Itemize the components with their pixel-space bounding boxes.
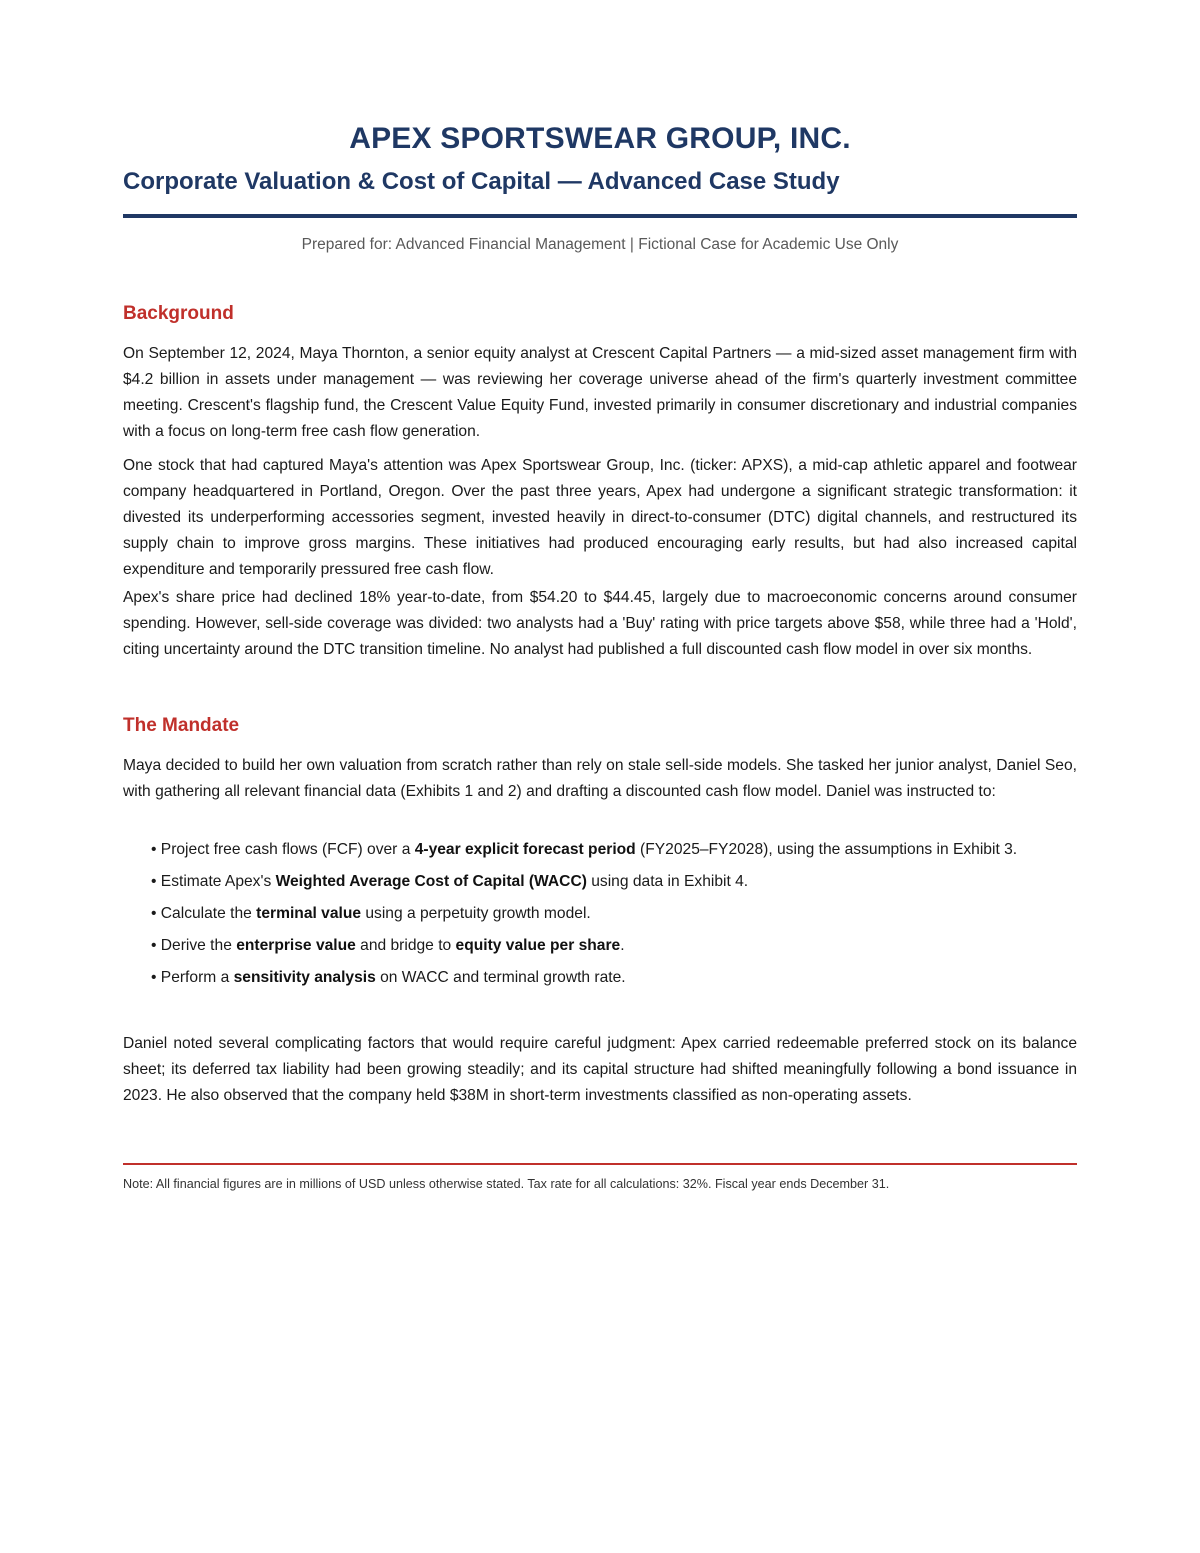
list-item: • Derive the enterprise value and bridge to equity value per share. — [151, 937, 625, 954]
mandate-heading: The Mandate — [123, 715, 240, 736]
document-subtitle: Corporate Valuation & Cost of Capital — Advanced Case Study — [123, 168, 840, 195]
title-divider — [123, 214, 1077, 218]
mandate-intro: Maya decided to build her own valuation from scratch rather than rely on stale sell-side models. She tasked her junior analyst, Daniel Seo, with gathering all relevant financial data (Exhibits 1 and 2) and drafting a discounted cash flow model. Daniel was instructed to: — [123, 757, 1077, 800]
list-item: • Project free cash flows (FCF) over a 4-year explicit forecast period (FY2025–FY2028), using the assumptions in Exhibit 3. — [151, 841, 1018, 858]
list-item: • Estimate Apex's Weighted Average Cost of Capital (WACC) using data in Exhibit 4. — [151, 873, 749, 890]
footer-divider — [123, 1163, 1077, 1165]
background-paragraph-2: One stock that had captured Maya's attention was Apex Sportswear Group, Inc. (ticker: APXS), a mid-cap athletic apparel and footwear company headquartered in Portland, Oregon. Over the past three years, Apex had undergone a significant strategic transformation: it divested its underperforming accessories segment, invested heavily in direct-to-consumer (DTC) digital channels, and restructured its supply chain to improve gross margins. These initiatives had produced encouraging early results, but had also increased capital expenditure and temporarily pressured free cash flow. — [123, 457, 1077, 578]
background-paragraph-3: Apex's share price had declined 18% year-to-date, from $54.20 to $44.45, largely due to macroeconomic concerns around consumer spending. However, sell-side coverage was divided: two analysts had a 'Buy' rating with price targets above $58, while three had a 'Hold', citing uncertainty around the DTC transition timeline. No analyst had published a full discounted cash flow model in over six months. — [123, 589, 1077, 658]
footnote: Note: All financial figures are in millions of USD unless otherwise stated. Tax rate for all calculations: 32%. Fiscal year ends December 31. — [123, 1177, 890, 1191]
background-paragraph-1: On September 12, 2024, Maya Thornton, a senior equity analyst at Crescent Capital Partners — a mid-sized asset management firm with $4.2 billion in assets under management — was reviewing her coverage universe ahead of the firm's quarterly investment committee meeting. Crescent's flagship fund, the Crescent Value Equity Fund, invested primarily in consumer discretionary and industrial companies with a focus on long-term free cash flow generation. — [123, 345, 1077, 440]
background-heading: Background — [123, 303, 234, 324]
list-item: • Calculate the terminal value using a perpetuity growth model. — [151, 905, 591, 922]
list-item: • Perform a sensitivity analysis on WACC and terminal growth rate. — [151, 969, 626, 986]
prepared-for-line: Prepared for: Advanced Financial Management | Fictional Case for Academic Use Only — [301, 236, 899, 253]
mandate-closing-paragraph: Daniel noted several complicating factors that would require careful judgment: Apex carried redeemable preferred stock on its balance sheet; its deferred tax liability had been growing steadily; and its capital structure had shifted meaningfully following a bond issuance in 2023. He also observed that the company held $38M in short-term investments classified as non-operating assets. — [123, 1035, 1077, 1104]
document-title: APEX SPORTSWEAR GROUP, INC. — [349, 122, 851, 155]
instruction-list — [151, 837, 1077, 991]
